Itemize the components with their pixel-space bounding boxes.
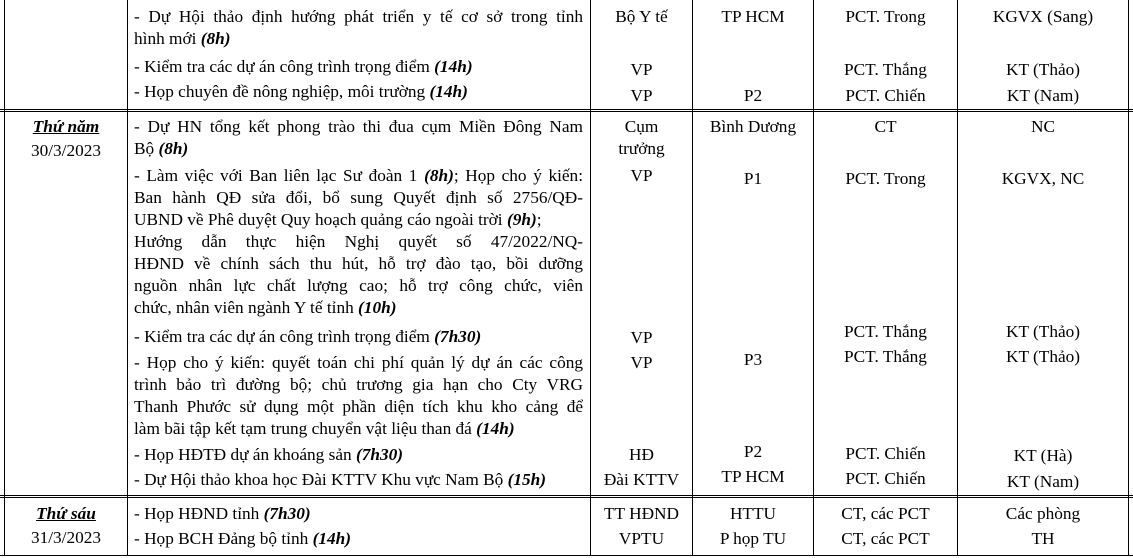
attend-cell: KT (Thảo) <box>1005 347 1081 366</box>
table-border-bottom <box>0 555 1133 556</box>
attend-cell: KGVX, NC <box>1001 169 1085 188</box>
task-line: Thanh Phước sử dụng một phần diện tích khu kho cảng để <box>134 397 583 416</box>
task-line: hình mới (8h) <box>134 29 231 48</box>
task-time: (8h) <box>424 166 454 185</box>
attend-cell: KT (Nam) <box>1006 86 1080 105</box>
day-label: Thứ sáu <box>36 504 96 523</box>
day-date: 31/3/2023 <box>30 528 102 547</box>
day-label: Thứ năm <box>32 117 100 136</box>
task-line: làm bãi tập kết tạm trung chuyển vật liệu than đá (14h) <box>134 419 515 438</box>
host-cell: Đài KTTV <box>603 470 680 489</box>
task-line: - Dự HN tổng kết phong trào thi đua cụm Miền Đông Nam <box>134 117 583 136</box>
table-border-right <box>1128 0 1129 556</box>
host-cell-line: trưởng <box>618 139 665 158</box>
task-line: - Dự Hội thảo định hướng phát triển y tế cơ sở trong tỉnh <box>134 7 583 26</box>
task-time: (8h) <box>200 29 231 48</box>
task-line: - Họp cho ý kiến: quyết toán chi phí quản lý dự án các công <box>134 353 583 372</box>
place-cell: Bình Dương <box>709 117 797 136</box>
leader-cell: PCT. Thắng <box>844 60 927 79</box>
task-line: - Họp HĐND tỉnh (7h30) <box>134 504 311 523</box>
task-line: - Kiểm tra các dự án công trình trọng điểm (14h) <box>134 57 473 76</box>
task-line: chức, nhân viên ngành Y tế tỉnh (10h) <box>134 298 397 317</box>
task-time: (9h) <box>506 210 537 229</box>
leader-cell: PCT. Thắng <box>844 322 927 341</box>
leader-cell: PCT. Chiến <box>845 444 926 463</box>
task-time: (10h) <box>358 298 397 317</box>
leader-cell: CT, các PCT <box>841 504 930 523</box>
day-separator <box>0 109 1133 112</box>
task-line: Hướng dẫn thực hiện Nghị quyết số 47/2022/NQ- <box>134 232 583 251</box>
place-cell: P2 <box>743 442 763 461</box>
place-cell: P họp TU <box>719 529 787 548</box>
host-cell: VP <box>630 328 653 347</box>
task-line: - Họp BCH Đảng bộ tỉnh (14h) <box>134 529 351 548</box>
task-time: (14h) <box>476 419 515 438</box>
attend-cell: TH <box>1031 529 1055 548</box>
attend-cell: KGVX (Sang) <box>992 7 1094 26</box>
attend-cell: NC <box>1030 117 1055 136</box>
task-line: - Họp chuyên đề nông nghiệp, môi trường (14h) <box>134 82 468 101</box>
task-line: Ban hành QĐ sửa đổi, bổ sung Quyết định số 2756/QĐ- <box>134 188 583 207</box>
place-cell: P2 <box>743 86 763 105</box>
host-cell: HĐ <box>629 445 654 464</box>
day-date: 30/3/2023 <box>30 141 102 160</box>
task-time: (7h30) <box>355 445 404 464</box>
place-cell: TP HCM <box>721 467 785 486</box>
place-cell: P3 <box>743 350 763 369</box>
host-cell: VP <box>630 60 653 79</box>
host-cell: VP <box>630 166 653 185</box>
host-cell: Bộ Y tế <box>615 7 668 26</box>
column-divider <box>127 0 128 556</box>
place-cell: HTTU <box>729 504 777 523</box>
task-line: - Kiểm tra các dự án công trình trọng điểm (7h30) <box>134 327 482 346</box>
task-line: - Dự Hội thảo khoa học Đài KTTV Khu vực Nam Bộ (15h) <box>134 470 546 489</box>
day-separator <box>0 495 1133 498</box>
task-time: (7h30) <box>263 504 311 523</box>
attend-cell: KT (Nam) <box>1006 472 1080 491</box>
leader-cell: PCT. Thắng <box>844 347 927 366</box>
task-time: (14h) <box>429 82 468 101</box>
task-line: - Làm việc với Ban liên lạc Sư đoàn 1 (8h); Họp cho ý kiến: <box>134 166 584 185</box>
task-line: UBND về Phê duyệt Quy hoạch quảng cáo ngoài trời (9h); <box>134 210 542 229</box>
task-time: (14h) <box>312 529 351 548</box>
attend-cell: KT (Hà) <box>1013 446 1073 465</box>
leader-cell: PCT. Trong <box>845 7 926 26</box>
host-cell: VP <box>630 353 653 372</box>
task-line: nguồn nhân lực chất lượng cao; hỗ trợ công chức, viên <box>134 276 583 295</box>
attend-cell: KT (Thảo) <box>1005 322 1081 341</box>
table-border-left <box>4 0 5 556</box>
task-line: Bộ (8h) <box>134 139 189 158</box>
host-cell: VPTU <box>618 529 665 548</box>
task-time: (8h) <box>158 139 189 158</box>
host-cell-line: Cụm <box>624 117 659 136</box>
leader-cell: PCT. Chiến <box>845 469 926 488</box>
place-cell: TP HCM <box>721 7 785 26</box>
leader-cell: CT, các PCT <box>841 529 930 548</box>
task-time: (15h) <box>507 470 546 489</box>
leader-cell: CT <box>874 117 897 136</box>
leader-cell: PCT. Trong <box>845 169 926 188</box>
task-time: (14h) <box>434 57 473 76</box>
task-time: (7h30) <box>434 327 482 346</box>
task-line: trình bảo trì đường bộ; chủ trương gia hạn cho Cty VRG <box>134 375 583 394</box>
task-line: - Họp HĐTĐ dự án khoáng sản (7h30) <box>134 445 404 464</box>
attend-cell: KT (Thảo) <box>1005 60 1081 79</box>
host-cell: VP <box>630 86 653 105</box>
leader-cell: PCT. Chiến <box>845 86 926 105</box>
attend-cell: Các phòng <box>1005 504 1081 523</box>
host-cell: TT HĐND <box>603 504 680 523</box>
place-cell: P1 <box>743 169 763 188</box>
task-line: HĐND về chính sách thu hút, hỗ trợ đào tạo, bồi dưỡng <box>134 254 583 273</box>
